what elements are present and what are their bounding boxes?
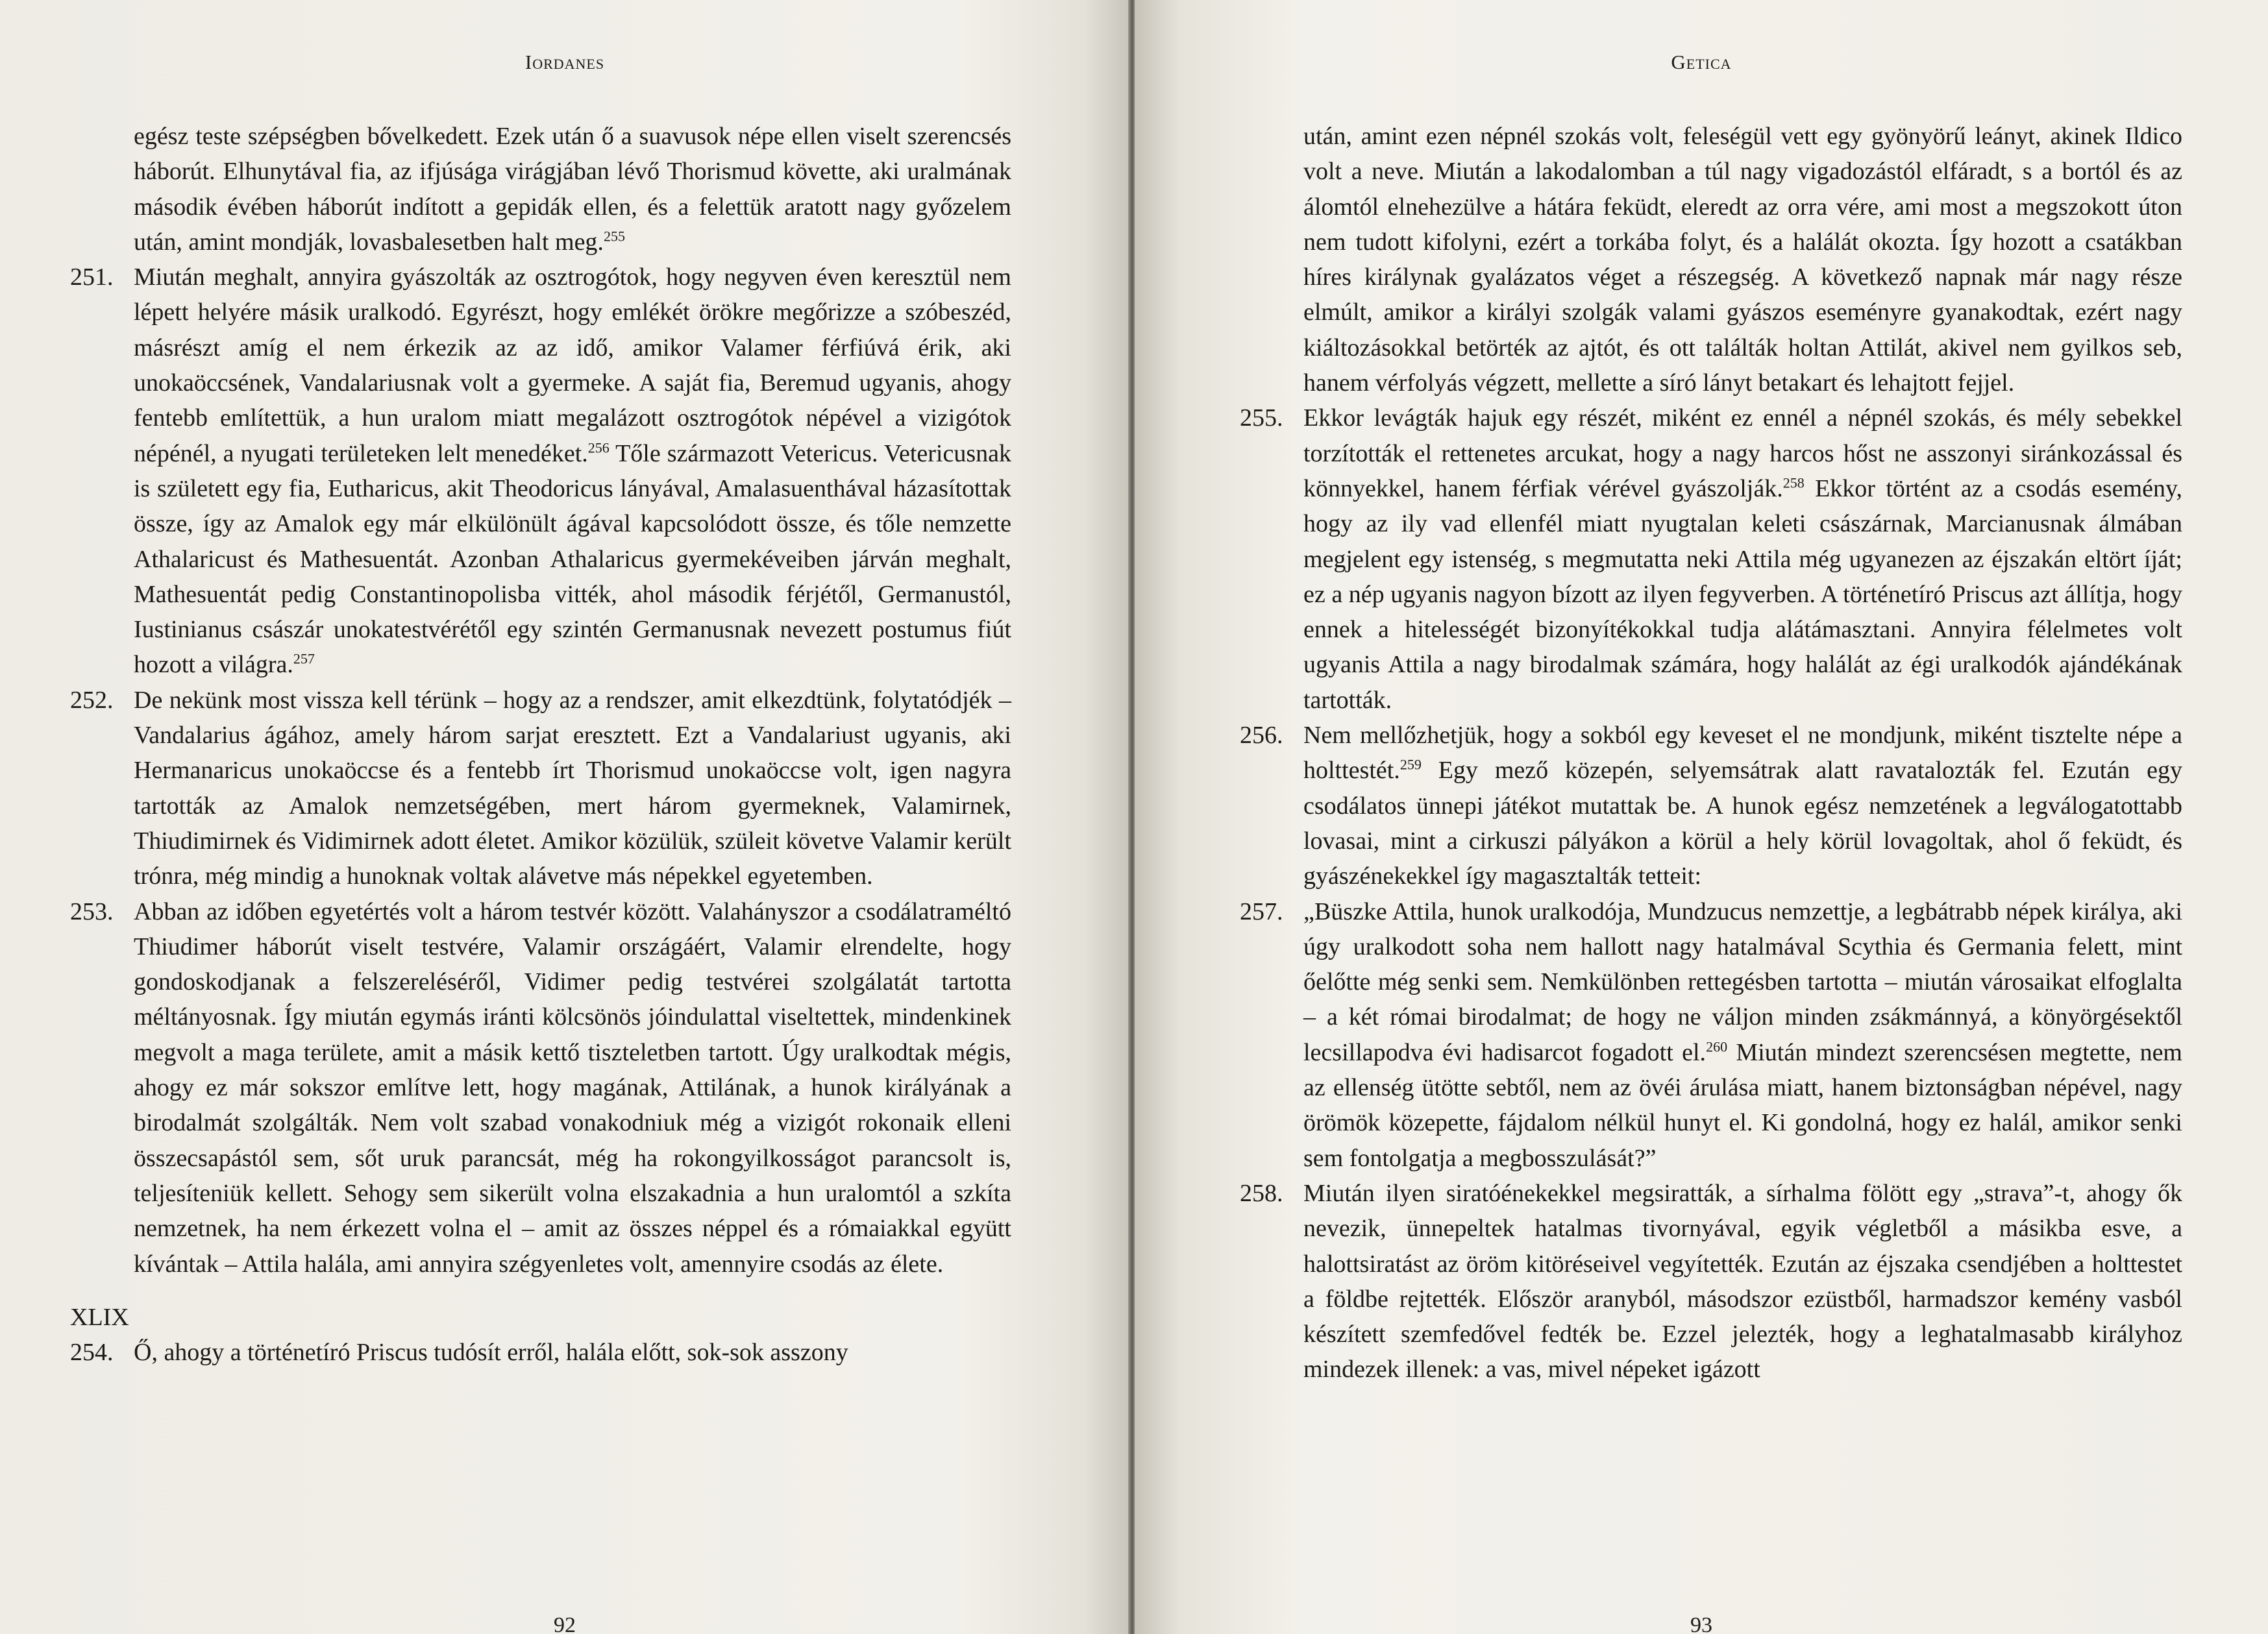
paragraph-text: Ekkor történt az a csodás esemény, hogy az ily vad ellenfél miatt nyugtalan keleti császárnak, Marcianusnak álmában megjelent egy istenség, s megmutatta neki Attila még ugyanezen az éjszakán eltört íját; ez a nép ugyanis nagyon bízott az ilyen fegyverben. A történetíró Priscus azt állítja, hogy ennek a hitelességét bizonyítékokkal tudja alátámasztani. Annyira félelmetes volt ugyanis Attila a nagy birodalmak számára, hogy halálát az égi uralkodók ajándékának tartották. [1303, 474, 2182, 714]
paragraph-text: Tőle származott Vetericus. Vetericusnak is született egy fia, Eutharicus, akit Theodoricus lányával, Amalasuenthával házasítottak össze, így az Amalok egy már elkülönült ágával kapcsolódott össze, és tőle nemzette Athalaricust és Mathesuentát. Azonban Athalaricus gyermekéveiben járván meghalt, Mathesuentát pedig Constantinopolisba vitték, ahol második férjétől, Germanustól, Iustinianus császár unokatestvérétől egy szintén Germanusnak nevezett postumus fiút hozott a világra. [134, 439, 1011, 679]
left-opening-paragraph [70, 119, 1011, 260]
paragraph-251 [70, 260, 1011, 683]
left-paragraph-list [70, 260, 1011, 1282]
left-page [0, 0, 1129, 1634]
paragraph-257 [1240, 894, 2182, 1176]
paragraph-text: után, amint ezen népnél szokás volt, feleségül vett egy gyönyörű leányt, akinek Ildico volt a neve. Miután a lakodalomban a túl nagy vigadozástól elfáradt, s a bortól és az álomtól elnehezülve a hátára feküdt, eleredt az orra vére, ami most a megszokott úton nem tudott kifolyni, ezért a torkába folyt, és a halálát okozta. Így hozott a csatákban híres királynak gyalázatos véget a részegség. A következő napnak már nagy része elmúlt, amikor a királyi szolgák valami gyászos eseményre gyanakodtak, ezért nagy kiáltozásokkal betörték az ajtót, és ott találták holtan Attilát, akivel nem gyilkos seb, hanem vérfolyás végzett, mellette a síró lányt betakart és lehajtott fejjel. [1303, 123, 2182, 397]
footnote-marker: 258 [1782, 474, 1805, 491]
footnote-marker: 257 [293, 650, 315, 667]
left-page-number: 92 [554, 1613, 576, 1634]
paragraph-number: 258. [1240, 1179, 1283, 1207]
paragraph-text: Abban az időben egyetértés volt a három testvér között. Valahányszor a csodálatraméltó Thiudimer háborút viselt testvére, Valamir országáért, Valamir elrendelte, hogy gondoskodjanak a felszereléséről, Vidimer pedig testvérei szolgálatát tartotta méltányosnak. Így miután egymás iránti kölcsönös jóindulattal viseltettek, mindenkinek megvolt a maga területe, amit a másik kettő tiszteletben tartott. Úgy uralkodtak mégis, ahogy ez már sokszor említve lett, hogy magának, Attilának, a hunok királyának a birodalmát szolgálták. Nem volt szabad vonakodniuk még a vizigót rokonaik elleni összecsapástól sem, sőt uruk parancsát, még ha rokongyilkosságot parancsolt is, teljesíteniük kellett. Sehogy sem sikerült volna elszakadnia a hun uralomtól a szkíta nemzetnek, ha nem érkezett volna el – amit az összes néppel és a rómaiakkal együtt kívántak – Attila halála, ami annyira szégyenletes volt, amennyire csodás az élete. [134, 897, 1011, 1278]
paragraph-253 [70, 894, 1011, 1282]
paragraph-number: 254. [70, 1339, 114, 1367]
paragraph-text: Miután meghalt, annyira gyászolták az osztrogótok, hogy negyven éven keresztül nem lépett helyére másik uralkodó. Egyrészt, hogy emlékét örökre megőrizze a szóbeszéd, másrészt amíg el nem érkezik az az idő, amikor Valamer férfiúvá érik, aki unokaöccsének, Vandalariusnak volt a gyermeke. A saját fia, Beremud ugyanis, ahogy fentebb említettük, a hun uralom miatt megalázott osztrogótok népével a vizigótok népénél, a nyugati területeken lelt menedéket. [134, 263, 1011, 467]
paragraph-text: Ő, ahogy a történetíró Priscus tudósít erről, halála előtt, sok-sok asszony [134, 1339, 848, 1367]
right-paragraph-list [1240, 400, 2182, 1387]
paragraph-256 [1240, 718, 2182, 894]
paragraph-number: 253. [70, 897, 114, 925]
paragraph-text: Nem mellőzhetjük, hogy a sokból egy keveset el ne mondjunk, miként tisztelte népe a holttestét. [1303, 722, 2182, 785]
footnote-marker: 259 [1399, 756, 1422, 773]
footnote-marker: 256 [587, 439, 610, 456]
paragraph-text: Ekkor levágták hajuk egy részét, miként ez ennél a népnél szokás, és mély sebekkel torzították el rettenetes arcukat, hogy a nagy harcos hőst ne asszonyi siránkozással és könnyekkel, hanem férfiak vérével gyászolják. [1303, 404, 2182, 502]
paragraph-number: 257. [1240, 897, 1283, 925]
paragraph-text: Miután ilyen siratóénekekkel megsiratták, a sírhalma fölött egy „strava”-t, ahogy ők nevezik, ünnepeltek hatalmas tivornyával, egyik végletből a másikba esve, a halottsiratást az öröm kitöréseivel vegyítették. Ezután az éjszaka csendjében a holttestet a földbe rejtették. Először aranyból, másodszor ezüstből, harmadszor kemény vasból készített szemfedővel fedték be. Ezzel jelezték, hogy a leghatalmasabb királyhoz mindezek illenek: a vas, mivel népeket igázott [1303, 1179, 2182, 1384]
left-running-header: Iordanes [524, 51, 605, 73]
paragraph-text: egész teste szépségben bővelkedett. Ezek után ő a suavusok népe ellen viselt szerencsés háborút. Elhunytával fia, az ifjúsága virágjában lévő Thorismud követte, aki uralmának második évében háborút indított a gepidák ellen, és a felettük aratott nagy győzelem után, amint mondják, lovasbalesetben halt meg. [134, 123, 1011, 256]
paragraph-text: De nekünk most vissza kell térünk – hogy az a rendszer, amit elkezdtünk, folytatódjék – Vandalarius ágához, amely három sarjat eresztett. Ezt a Vandalariust ugyanis, aki Hermanaricus unokaöccse és a fentebb írt Thorismud unokaöccse volt, igen nagyra tartották az Amalok nemzetségében, mert három gyermeknek, Valamirnek, Thiudimirnek és Vidimirnek adott életet. Amikor közülük, szüleit követve Valamir került trónra, még mindig a hunoknak voltak alávetve más népekkel egyetemben. [134, 686, 1011, 890]
right-running-header: Getica [1671, 51, 1732, 73]
paragraph-number: 255. [1240, 404, 1283, 432]
paragraph-number: 252. [70, 686, 114, 714]
right-page-number: 93 [1690, 1613, 1712, 1634]
paragraph-252 [70, 683, 1011, 894]
paragraph-text: „Büszke Attila, hunok uralkodója, Mundzucus nemzettje, a legbátrabb népek királya, aki úgy uralkodott soha nem hallott nagy hatalmával Scythia és Germania felett, mint őelőtte még senki sem. Nemkülönben rettegésben tartotta – miután városaikat elfoglalta – a két római birodalmat; de hogy ne váljon minden zsákmánnyá, a könyörgésektől lecsillapodva évi hadisarcot fogadott el. [1303, 897, 2182, 1066]
footnote-marker: 260 [1706, 1038, 1728, 1055]
paragraph-text: Miután mindezt szerencsésen megtette, nem az ellenség ütötte sebtől, nem az övéi árulása miatt, hanem biztonságban népével, nagy örömök közepette, fájdalom nélkül hunyt el. Ki gondolná, hogy ez halál, amikor senki sem fontolgatja a megbosszulását?” [1303, 1038, 2182, 1172]
chapter-heading: XLIX [70, 1303, 129, 1331]
paragraph-number: 251. [70, 263, 114, 291]
paragraph-number: 256. [1240, 722, 1283, 750]
left-last-paragraph [70, 1335, 1011, 1370]
left-text-block [70, 119, 1011, 1370]
paragraph-255 [1240, 400, 2182, 718]
right-opening-paragraph [1240, 119, 2182, 400]
right-text-block [1240, 119, 2182, 1387]
footnote-marker: 255 [603, 228, 625, 245]
paragraph-258 [1240, 1176, 2182, 1387]
paragraph-text: Egy mező közepén, selyemsátrak alatt ravatalozták fel. Ezután egy csodálatos ünnepi játékot mutattak be. A hunok egész nemzetének a legválogatottabb lovasai, mint a cirkuszi pályákon a körül a hely körül lovagoltak, ahol ő feküdt, és gyászénekekkel így magasztalták tetteit: [1303, 757, 2182, 890]
